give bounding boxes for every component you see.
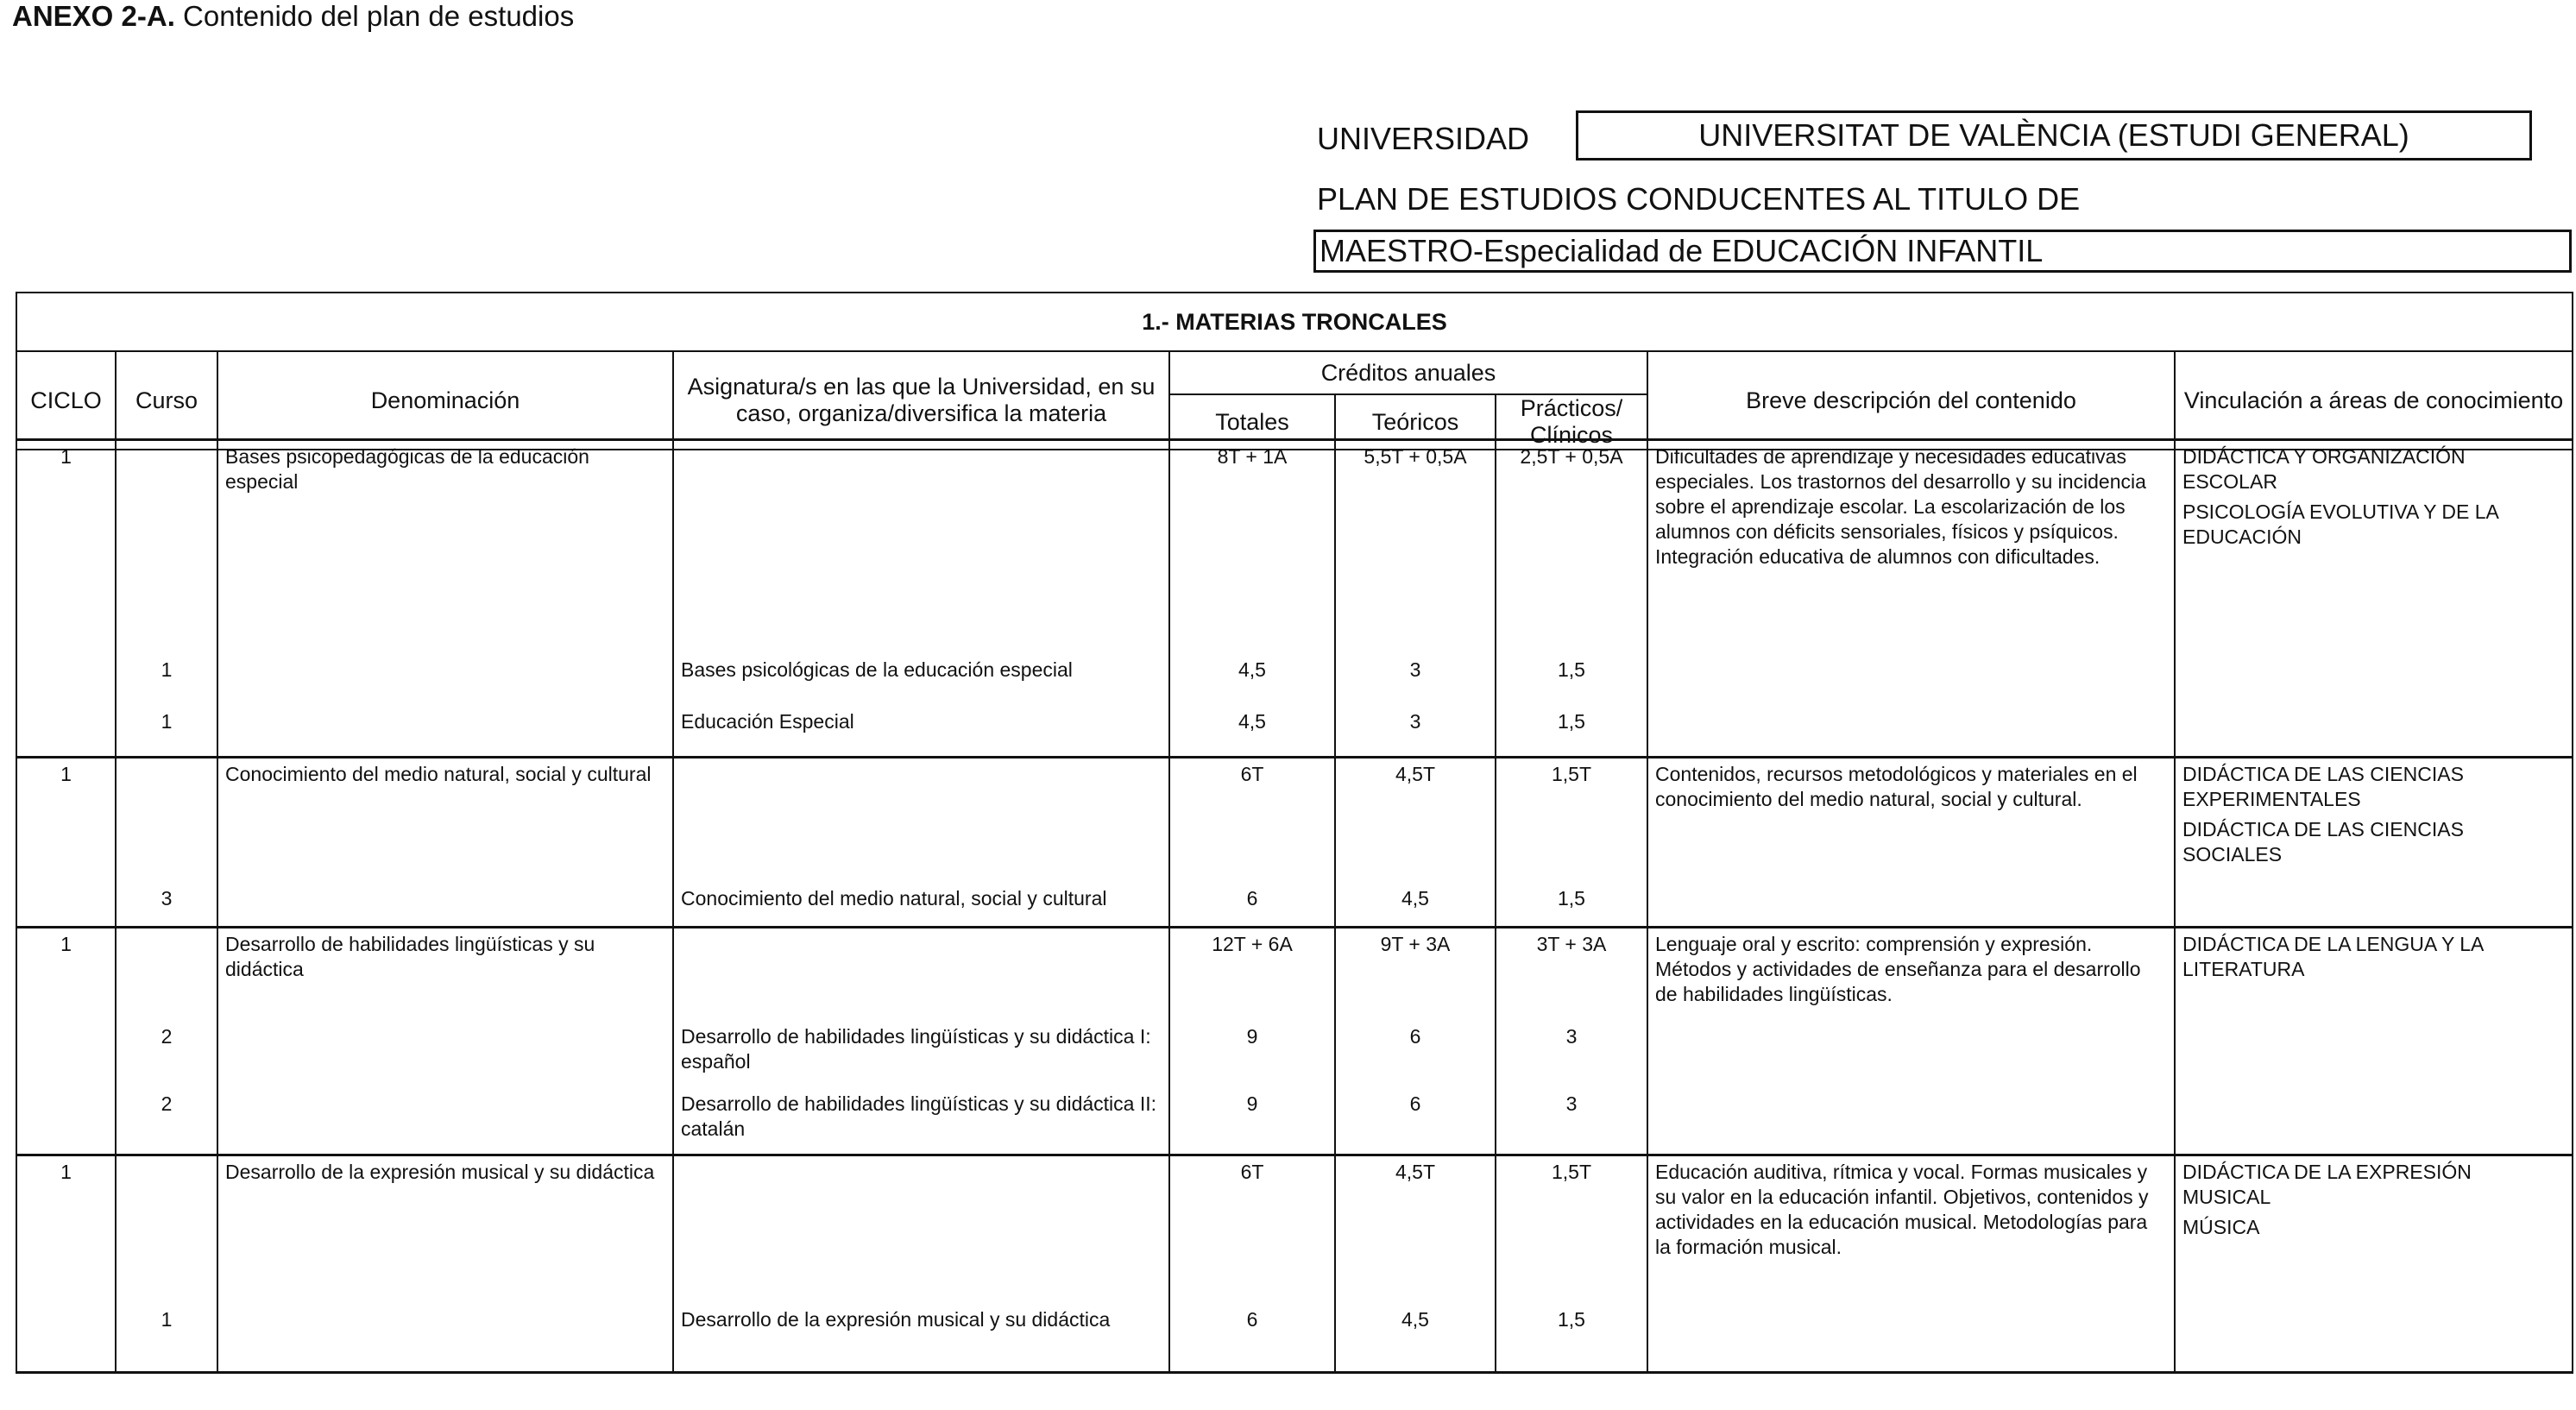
table-row [16,758,2573,883]
area-item: MÚSICA [2182,1216,2260,1238]
cell-areas [2175,928,2573,1021]
cell-practicos: 2,5T + 0,5A [1496,440,1647,654]
cell-practicos: 1,5 [1496,654,1647,706]
table-row [16,928,2573,1021]
col-denominacion: Denominación [217,351,673,450]
cell-teoricos: 4,5T [1335,758,1496,883]
annex-label: ANEXO 2-A. [12,0,175,32]
cell-asignatura: Desarrollo de la expresión musical y su didáctica [673,1304,1169,1373]
cell-totales: 6T [1169,758,1335,883]
cell-curso: 2 [116,1088,217,1155]
cell-curso: 1 [116,706,217,758]
cell-descripcion: Dificultades de aprendizaje y necesidades educativas especiales. Los trastornos del desarrollo y su incidencia sobre el aprendizaje escolar. La escolarización de los alumnos con déficits sensoriales, físicos y psíquicos. Integración educativa de alumnos con dificultades. [1647,440,2175,654]
area-item: DIDÁCTICA DE LA EXPRESIÓN MUSICAL [2182,1161,2472,1208]
cell-totales: 9 [1169,1021,1335,1088]
cell-descripcion: Lenguaje oral y escrito: comprensión y expresión. Métodos y actividades de enseñanza para el desarrollo de habilidades lingüísticas. [1647,928,2175,1021]
cell-curso: 1 [116,654,217,706]
cell-asignatura: Desarrollo de habilidades lingüísticas y su didáctica I: español [673,1021,1169,1088]
area-item: DIDÁCTICA DE LAS CIENCIAS EXPERIMENTALES [2182,763,2464,810]
cell-practicos: 1,5 [1496,706,1647,758]
area-item: DIDÁCTICA Y ORGANIZACIÓN ESCOLAR [2182,445,2466,493]
table-header [16,292,2573,450]
cell-denominacion: Conocimiento del medio natural, social y cultural [217,758,673,883]
cell-totales: 4,5 [1169,654,1335,706]
cell-areas [2175,1155,2573,1304]
area-item: DIDÁCTICA DE LAS CIENCIAS SOCIALES [2182,818,2464,866]
cell-asignatura: Educación Especial [673,706,1169,758]
cell-asignatura: Conocimiento del medio natural, social y cultural [673,883,1169,928]
cell-practicos: 3 [1496,1088,1647,1155]
cell-areas [2175,440,2573,654]
cell-totales: 6 [1169,883,1335,928]
cell-totales: 12T + 6A [1169,928,1335,1021]
col-curso: Curso [116,351,217,450]
col-totales: Totales [1169,394,1335,450]
cell-areas [2175,758,2573,883]
cell-teoricos: 6 [1335,1021,1496,1088]
cell-ciclo: 1 [16,1155,116,1304]
cell-teoricos: 4,5 [1335,883,1496,928]
cell-teoricos: 4,5T [1335,1155,1496,1304]
cell-practicos: 3 [1496,1021,1647,1088]
university-value: UNIVERSITAT DE VALÈNCIA (ESTUDI GENERAL) [1576,110,2532,161]
annex-heading [12,0,574,33]
table-row [16,654,2573,706]
cell-practicos: 3T + 3A [1496,928,1647,1021]
col-practicos: Prácticos/ Clínicos [1496,394,1647,450]
cell-practicos: 1,5 [1496,1304,1647,1373]
cell-teoricos: 6 [1335,1088,1496,1155]
cell-curso: 3 [116,883,217,928]
cell-totales: 6T [1169,1155,1335,1304]
cell-practicos: 1,5T [1496,1155,1647,1304]
cell-asignatura: Desarrollo de habilidades lingüísticas y su didáctica II: catalán [673,1088,1169,1155]
col-creditos: Créditos anuales [1169,351,1647,394]
cell-asignatura: Bases psicológicas de la educación especial [673,654,1169,706]
cell-totales: 6 [1169,1304,1335,1373]
col-ciclo: CICLO [16,351,116,450]
cell-teoricos: 4,5 [1335,1304,1496,1373]
table-row [16,1155,2573,1304]
cell-totales: 4,5 [1169,706,1335,758]
annex-title: Contenido del plan de estudios [183,0,575,32]
cell-teoricos: 3 [1335,654,1496,706]
section-title: 1.- MATERIAS TRONCALES [16,293,2573,351]
cell-ciclo: 1 [16,928,116,1021]
col-asignatura: Asignatura/s en las que la Universidad, en su caso, organiza/diversifica la materia [673,351,1169,450]
col-descripcion: Breve descripción del contenido [1647,351,2175,450]
table-row [16,440,2573,654]
table-row [16,1304,2573,1373]
cell-curso: 1 [116,1304,217,1373]
cell-denominacion: Desarrollo de habilidades lingüísticas y su didáctica [217,928,673,1021]
university-label: UNIVERSIDAD [1317,121,1530,156]
cell-teoricos: 5,5T + 0,5A [1335,440,1496,654]
area-item: DIDÁCTICA DE LA LENGUA Y LA LITERATURA [2182,933,2484,980]
plan-label: PLAN DE ESTUDIOS CONDUCENTES AL TITULO DE [1317,181,2081,217]
table-row [16,1021,2573,1088]
cell-practicos: 1,5T [1496,758,1647,883]
table-row [16,883,2573,928]
table-body [16,438,2573,1374]
table-row [16,1088,2573,1155]
cell-ciclo: 1 [16,758,116,883]
cell-descripcion: Educación auditiva, rítmica y vocal. Formas musicales y su valor en la educación infantil. Objetivos, contenidos y actividades en la educación musical. Metodologías para la formación musical. [1647,1155,2175,1304]
area-item: PSICOLOGÍA EVOLUTIVA Y DE LA EDUCACIÓN [2182,500,2498,548]
cell-denominacion: Desarrollo de la expresión musical y su didáctica [217,1155,673,1304]
cell-descripcion: Contenidos, recursos metodológicos y materiales en el conocimiento del medio natural, social y cultural. [1647,758,2175,883]
cell-teoricos: 3 [1335,706,1496,758]
degree-title: MAESTRO-Especialidad de EDUCACIÓN INFANTIL [1313,230,2572,273]
cell-curso: 2 [116,1021,217,1088]
cell-practicos: 1,5 [1496,883,1647,928]
col-vinculacion: Vinculación a áreas de conocimiento [2175,351,2573,450]
col-teoricos: Teóricos [1335,394,1496,450]
cell-totales: 8T + 1A [1169,440,1335,654]
table-row [16,706,2573,758]
cell-teoricos: 9T + 3A [1335,928,1496,1021]
cell-asignatura [673,440,1169,654]
cell-curso [116,440,217,654]
cell-ciclo: 1 [16,440,116,654]
cell-denominacion: Bases psicopedagógicas de la educación especial [217,440,673,654]
cell-totales: 9 [1169,1088,1335,1155]
